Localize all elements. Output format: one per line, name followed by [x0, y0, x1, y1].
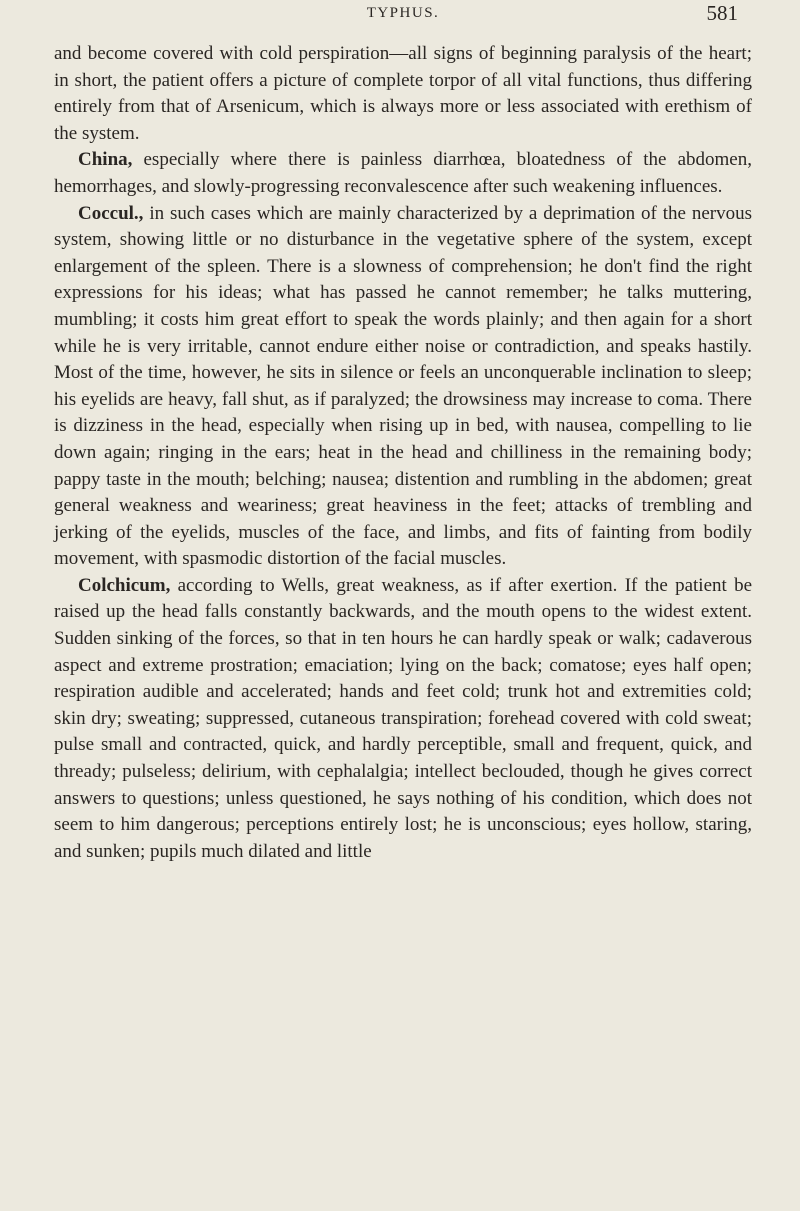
- paragraph-text: especially where there is painless diarrhœa, bloatedness of the abdomen, hemorrhages, and slowly-progressing reconvalescence after such weakening influences.: [54, 149, 752, 197]
- body-text: [54, 41, 752, 865]
- running-header: [54, 0, 752, 38]
- paragraph-text: according to Wells, great weakness, as if after exertion. If the patient be raised up the head falls constantly backwards, and the mouth opens to the widest extent. Sudden sinking of the forces, so that in ten hours he can hardly speak or walk; cadaverous aspect and extreme prostration; emaciation; lying on the back; comatose; eyes half open; respiration audible and accelerated; hands and feet cold; trunk hot and extremities cold; skin dry; sweating; suppressed, cutaneous transpiration; forehead covered with cold sweat; pulse small and contracted, quick, and hardly perceptible, small and frequent, quick, and thready; pulseless; delirium, with cephalalgia; intellect beclouded, though he gives correct answers to questions; unless questioned, he says nothing of his condition, which does not seem to him dangerous; perceptions entirely lost; he is unconscious; eyes hollow, staring, and sunken; pupils much dilated and little: [54, 574, 752, 862]
- remedy-name-coccul: Coccul.,: [78, 202, 144, 224]
- paragraph-colchicum: [54, 573, 752, 866]
- paragraph-china: [54, 147, 752, 200]
- remedy-name-china: China,: [78, 149, 133, 171]
- paragraph-text: in such cases which are mainly characterized by a deprimation of the nervous system, showing little or no disturbance in the vegetative sphere of the system, except enlargement of the spleen. There is a slowness of comprehension; he don't find the right expressions for his ideas; what has passed he cannot remember; he talks muttering, mumbling; it costs him great effort to speak the words plainly; and then again for a short while he is very irritable, cannot endure either noise or contradiction, and speaks hastily. Most of the time, however, he sits in silence or feels an unconquerable inclination to sleep; his eyelids are heavy, fall shut, as if paralyzed; the drowsiness may increase to coma. There is dizziness in the head, especially when rising up in bed, with nausea, compelling to lie down again; ringing in the ears; heat in the head and chilliness in the remaining body; pappy taste in the mouth; belching; nausea; distention and rumbling in the abdomen; great general weakness and weariness; great heaviness in the feet; attacks of trembling and jerking of the eyelids, muscles of the face, and limbs, and fits of fainting from bodily movement, with spasmodic distortion of the facial muscles.: [54, 202, 752, 570]
- paragraph-text: and become covered with cold perspiration—all signs of beginning paralysis of the heart; in short, the patient offers a picture of complete torpor of all vital functions, thus differing entirely from that of Arsenicum, which is always more or less associated with erethism of the system.: [54, 43, 752, 144]
- remedy-name-colchicum: Colchicum,: [78, 574, 171, 596]
- paragraph-continuation: [54, 41, 752, 147]
- paragraph-coccul: [54, 201, 752, 573]
- page-number: 581: [706, 1, 738, 25]
- running-title: TYPHUS.: [366, 5, 440, 21]
